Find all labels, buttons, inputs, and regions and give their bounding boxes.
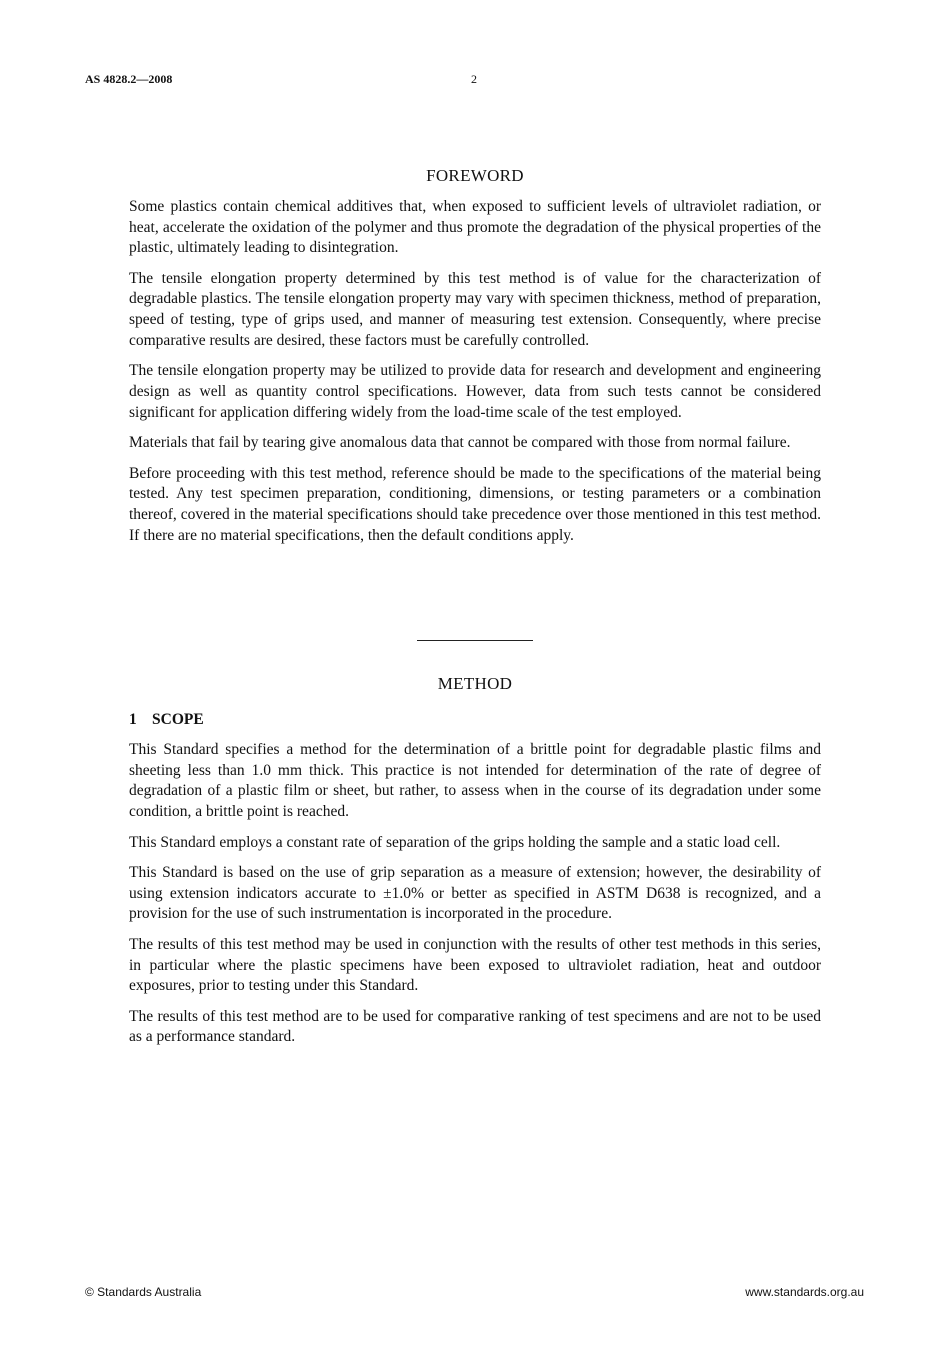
clause-heading <box>129 710 821 731</box>
scope-paragraph: This Standard employs a constant rate of separation of the grips holding the sample and a static load cell. <box>129 833 781 851</box>
document-body <box>129 166 821 1058</box>
foreword-paragraph: Some plastics contain chemical additives that, when exposed to sufficient levels of ultraviolet radiation, or heat, accelerate the oxidation of the polymer and thus promote the degradation of the physical properties of the plastic, ultimately leading to disintegration. <box>129 197 821 257</box>
scope-paragraph: The results of this test method are to be used for comparative ranking of test specimens and are not to be used as a performance standard. <box>129 1007 821 1046</box>
foreword-paragraph: Before proceeding with this test method, reference should be made to the specifications of the material being tested. Any test specimen preparation, conditioning, dimensions, or testing parameters or a combination thereof, covered in the material specifications should take precedence over those mentioned in this test method. If there are no material specifications, then the default conditions apply. <box>129 464 821 544</box>
foreword-paragraph: Materials that fail by tearing give anomalous data that cannot be compared with those from normal failure. <box>129 434 791 452</box>
standard-id: AS 4828.2—2008 <box>85 72 173 86</box>
method-heading: METHOD <box>437 674 513 694</box>
footer-copyright: © Standards Australia <box>85 1285 202 1299</box>
foreword-heading: FOREWORD <box>426 166 524 185</box>
clause-title: SCOPE <box>152 711 204 729</box>
foreword-paragraph: The tensile elongation property determined by this test method is of value for the characterization of degradable plastics. The tensile elongation property may vary with specimen thickness, method of preparation, speed of testing, type of grips used, and manner of measuring test extension. Consequently, where precise comparative results are desired, these factors must be carefully controlled. <box>129 269 821 350</box>
scope-paragraph: This Standard is based on the use of grip separation as a measure of extension; however, the desirability of using extension indicators accurate to ±1.0% or better as specified in ASTM D638 is recognized, and a provision for the use of such instrumentation is incorporated in the procedure. <box>129 863 821 923</box>
clause-number: 1 <box>129 711 137 729</box>
scope-paragraph: This Standard specifies a method for the determination of a brittle point for degradable plastic films and sheeting less than 1.0 mm thick. This practice is not intended for determination of the rate of degree of degradation of a plastic film or sheet, but rather, to assess when in the course of its degradation under some condition, a brittle point is reached. <box>129 740 821 821</box>
page-number: 2 <box>471 72 477 86</box>
foreword-paragraph: The tensile elongation property may be utilized to provide data for research and development and engineering design as well as quantity control specifications. However, data from such tests cannot be considered significant for application differing widely from the load-time scale of the test employed. <box>129 362 821 421</box>
scope-paragraph: The results of this test method may be used in conjunction with the results of other test methods in this series, in particular where the plastic specimens have been exposed to ultraviolet radiation, heat and outdoor exposures, prior to testing under this Standard. <box>129 935 821 995</box>
footer-website-link[interactable]: www.standards.org.au <box>745 1285 864 1299</box>
